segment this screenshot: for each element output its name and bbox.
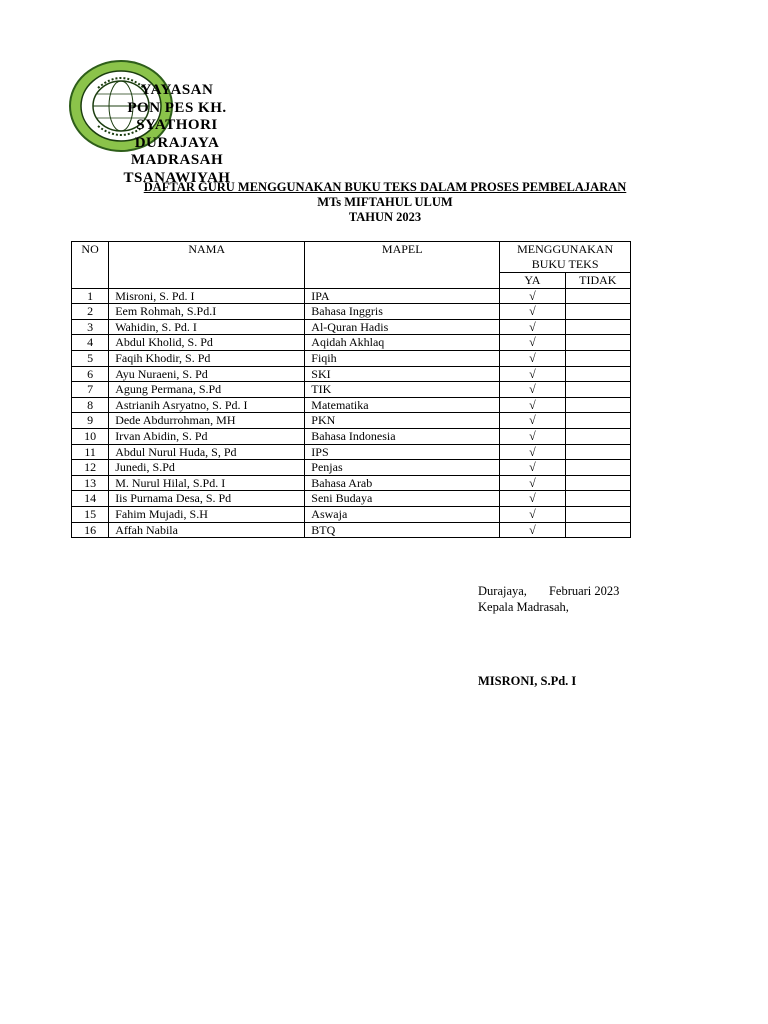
cell-nama: Misroni, S. Pd. I [109, 288, 305, 304]
cell-tidak [565, 304, 630, 320]
cell-ya: √ [500, 382, 565, 398]
table-row [72, 506, 631, 522]
cell-nama: Abdul Nurul Huda, S, Pd [109, 444, 305, 460]
cell-mapel: TIK [305, 382, 500, 398]
signature-place: Durajaya, [478, 584, 527, 598]
cell-nama: Eem Rohmah, S.Pd.I [109, 304, 305, 320]
cell-tidak [565, 522, 630, 538]
cell-ya: √ [500, 366, 565, 382]
cell-mapel: Bahasa Arab [305, 475, 500, 491]
cell-ya: √ [500, 397, 565, 413]
table-row [72, 382, 631, 398]
cell-mapel: Fiqih [305, 350, 500, 366]
cell-nama: Wahidin, S. Pd. I [109, 319, 305, 335]
org-line: PON PES KH. [127, 99, 227, 116]
cell-tidak [565, 335, 630, 351]
cell-tidak [565, 413, 630, 429]
cell-ya: √ [500, 413, 565, 429]
header-mapel: MAPEL [305, 242, 500, 289]
header-nama: NAMA [109, 242, 305, 289]
title-line-3: TAHUN 2023 [348, 210, 422, 224]
cell-no: 11 [72, 444, 109, 460]
cell-tidak [565, 397, 630, 413]
cell-nama: M. Nurul Hilal, S.Pd. I [109, 475, 305, 491]
cell-ya: √ [500, 475, 565, 491]
table-row [72, 366, 631, 382]
table-row [72, 319, 631, 335]
teacher-table [71, 241, 631, 538]
cell-nama: Ayu Nuraeni, S. Pd [109, 366, 305, 382]
cell-no: 3 [72, 319, 109, 335]
cell-no: 16 [72, 522, 109, 538]
org-line: YAYASAN [140, 82, 214, 98]
cell-mapel: SKI [305, 366, 500, 382]
cell-ya: √ [500, 444, 565, 460]
cell-ya: √ [500, 335, 565, 351]
org-line: SYATHORI [136, 117, 218, 133]
org-line: TSANAWIYAH [123, 169, 231, 186]
cell-mapel: Bahasa Inggris [305, 304, 500, 320]
cell-mapel: Matematika [305, 397, 500, 413]
cell-tidak [565, 460, 630, 476]
cell-nama: Affah Nabila [109, 522, 305, 538]
header-no: NO [72, 242, 109, 289]
table-row [72, 428, 631, 444]
cell-mapel: BTQ [305, 522, 500, 538]
cell-no: 15 [72, 506, 109, 522]
cell-tidak [565, 444, 630, 460]
cell-mapel: Bahasa Indonesia [305, 428, 500, 444]
cell-nama: Iis Purnama Desa, S. Pd [109, 491, 305, 507]
cell-ya: √ [500, 350, 565, 366]
cell-no: 13 [72, 475, 109, 491]
document-title [80, 180, 690, 225]
header-tidak: TIDAK [565, 273, 630, 289]
cell-mapel: PKN [305, 413, 500, 429]
title-line-1: DAFTAR GURU MENGGUNAKAN BUKU TEKS DALAM PROSES PEMBELAJARAN [143, 180, 627, 194]
cell-nama: Agung Permana, S.Pd [109, 382, 305, 398]
signature-date: Februari 2023 [548, 584, 620, 598]
cell-no: 14 [72, 491, 109, 507]
table-row [72, 444, 631, 460]
org-line: MADRASAH [130, 152, 224, 168]
cell-mapel: Aqidah Akhlaq [305, 335, 500, 351]
table-row [72, 335, 631, 351]
table-row [72, 304, 631, 320]
table-row [72, 288, 631, 304]
cell-no: 9 [72, 413, 109, 429]
cell-tidak [565, 428, 630, 444]
cell-no: 7 [72, 382, 109, 398]
header-ya: YA [500, 273, 565, 289]
header-menggunakan-buku-teks: MENGGUNAKAN BUKU TEKS [500, 242, 631, 273]
cell-nama: Abdul Kholid, S. Pd [109, 335, 305, 351]
cell-ya: √ [500, 506, 565, 522]
table-row [72, 350, 631, 366]
cell-nama: Irvan Abidin, S. Pd [109, 428, 305, 444]
cell-ya: √ [500, 288, 565, 304]
cell-no: 5 [72, 350, 109, 366]
cell-tidak [565, 288, 630, 304]
cell-ya: √ [500, 491, 565, 507]
cell-tidak [565, 506, 630, 522]
table-row [72, 460, 631, 476]
table-row [72, 397, 631, 413]
title-line-2: MTs MIFTAHUL ULUM [317, 195, 453, 209]
cell-ya: √ [500, 428, 565, 444]
cell-mapel: IPS [305, 444, 500, 460]
org-line: DURAJAYA [134, 134, 220, 151]
signature-block [478, 584, 619, 615]
cell-no: 8 [72, 397, 109, 413]
cell-nama: Junedi, S.Pd [109, 460, 305, 476]
table-row [72, 491, 631, 507]
cell-ya: √ [500, 304, 565, 320]
cell-ya: √ [500, 522, 565, 538]
cell-mapel: Al-Quran Hadis [305, 319, 500, 335]
table-row [72, 413, 631, 429]
cell-tidak [565, 366, 630, 382]
cell-no: 12 [72, 460, 109, 476]
cell-tidak [565, 491, 630, 507]
cell-ya: √ [500, 319, 565, 335]
cell-mapel: IPA [305, 288, 500, 304]
cell-mapel: Aswaja [305, 506, 500, 522]
cell-no: 1 [72, 288, 109, 304]
cell-no: 10 [72, 428, 109, 444]
cell-nama: Dede Abdurrohman, MH [109, 413, 305, 429]
cell-tidak [565, 319, 630, 335]
cell-nama: Astrianih Asryatno, S. Pd. I [109, 397, 305, 413]
cell-ya: √ [500, 460, 565, 476]
cell-tidak [565, 475, 630, 491]
table-row [72, 522, 631, 538]
cell-no: 4 [72, 335, 109, 351]
cell-nama: Faqih Khodir, S. Pd [109, 350, 305, 366]
cell-tidak [565, 382, 630, 398]
cell-mapel: Penjas [305, 460, 500, 476]
cell-tidak [565, 350, 630, 366]
signer-name: MISRONI, S.Pd. I [478, 674, 577, 688]
foundation-name [92, 82, 262, 187]
signature-role: Kepala Madrasah, [478, 599, 569, 614]
table-row [72, 475, 631, 491]
cell-mapel: Seni Budaya [305, 491, 500, 507]
cell-no: 6 [72, 366, 109, 382]
cell-no: 2 [72, 304, 109, 320]
cell-nama: Fahim Mujadi, S.H [109, 506, 305, 522]
